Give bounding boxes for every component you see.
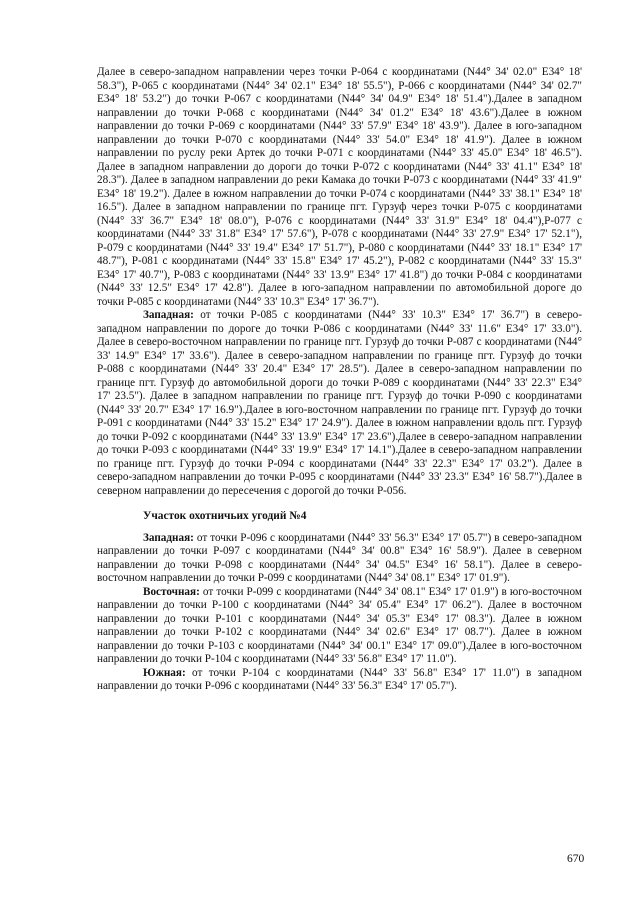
paragraph-label: Восточная:: [143, 585, 200, 598]
section-title: Участок охотничьих угодий №4: [143, 510, 307, 522]
paragraph-label: Южная:: [143, 666, 186, 679]
paragraph-label: Западная:: [143, 531, 194, 544]
paragraph-western-border: [97, 309, 582, 498]
paragraph-eastern-border-plot4: [97, 586, 582, 667]
page-number: 670: [567, 853, 585, 865]
paragraph-text: от точки Р-104 с координатами (N44° 33' 56.8" E34° 17' 11.0") в западном направлении до точки Р-096 с координатами (N44° 33' 56.3" E34° 17' 05.7").: [97, 666, 582, 692]
paragraph-label: Западная:: [143, 309, 194, 321]
paragraph-text: от точки Р-099 с координатами (N44° 34' 08.1" E34° 17' 01.9") в юго-восточном направлении до точки Р-100 с координатами (N44° 34' 05.4" E34° 17' 06.2"). Далее в восточном направлении до точки Р-101 с координатами (N44° 34' 05.3" E34° 17' 08.3"). Далее в южном направлении до точки Р-102 с координатами (N44° 34' 02.6" E34° 17' 08.7"). Далее в южном направлении до точки Р-103 с координатами (N44° 34' 00.1" E34° 17' 09.0").Далее в юго-восточном направлении до точки Р-104 с координатами (N44° 33' 56.8" E34° 17' 11.0").: [97, 585, 582, 665]
paragraph-text: от точки Р-096 с координатами (N44° 33' 56.3" E34° 17' 05.7") в северо-западном направлении до точки Р-097 с координатами (N44° 34' 00.8" E34° 16' 58.9"). Далее в северном направлении до точки Р-098 с координатами (N44° 34' 04.5" E34° 16' 58.1"). Далее в северо-восточном направлении до точки Р-099 с координатами (N44° 34' 08.1" E34° 17' 01.9").: [97, 531, 582, 584]
paragraph-southern-border-plot4: [97, 667, 582, 694]
paragraph-continuation: Далее в северо-западном направлении через точки Р-064 с координатами (N44° 34' 02.0" E34° 18' 58.3"), Р-065 с координатами (N44° 34' 02.1" E34° 18' 55.5"), Р-066 с координатами (N44° 34' 02.7" E34° 18' 53.2") до точки Р-067 с координатами (N44° 34' 04.9" E34° 18' 51.4").Далее в западном направлении до точки Р-068 с координатами (N44° 34' 01.2" E34° 18' 43.6").Далее в южном направлении до точки Р-069 с координатами (N44° 33' 57.9" E34° 18' 43.9"). Далее в юго-западном направлении до точки Р-070 с координатами (N44° 33' 54.0" E34° 18' 41.9"). Далее в южном направлении по руслу реки Артек до точки Р-071 с координатами (N44° 33' 45.0" E34° 18' 46.5"). Далее в западном направлении до дороги до точки Р-072 с координатами (N44° 33' 41.1" E34° 18' 28.3"). Далее в западном направлении до реки Камака до точки Р-073 с координатами (N44° 33' 41.9" E34° 18' 19.2"). Далее в южном направлении до точки Р-074 с координатами (N44° 33' 38.1" E34° 18' 16.5"). Далее в западном направлении по границе пгт. Гурзуф через точки Р-075 с координатами (N44° 33' 36.7" E34° 18' 08.0"), Р-076 с координатами (N44° 33' 31.9" E34° 18' 04.4"),Р-077 с координатами (N44° 33' 31.8" E34° 17' 57.6"), Р-078 с координатами (N44° 33' 27.9" E34° 17' 52.1"), Р-079 с координатами (N44° 33' 19.4" E34° 17' 51.7"), Р-080 с координатами (N44° 33' 18.1" E34° 17' 48.7"), Р-081 с координатами (N44° 33' 15.8" E34° 17' 45.2"), Р-082 с координатами (N44° 33' 15.3" E34° 17' 40.7"), Р-083 с координатами (N44° 33' 13.9" E34° 17' 41.8") до точки Р-084 с координатами (N44° 33' 12.5" E34° 17' 42.8"). Далее в юго-западном направлении по автомобильной дороге до точки Р-085 с координатами (N44° 33' 10.3" E34° 17' 36.7").: [97, 66, 582, 308]
paragraph-western-border-plot4: [97, 532, 582, 586]
document-body: [97, 66, 582, 694]
paragraph-text: от точки Р-085 с координатами (N44° 33' 10.3" E34° 17' 36.7") в северо- западном направлении по дороге до точки Р-086 с координатами (N44° 33' 11.6" E34° 17' 33.0"). Далее в северо-восточном направлении по границе пгт. Гурзуф до точки Р-087 с координатами (N44° 33' 14.9" E34° 17' 33.6"). Далее в северо-западном направлении по границе пгт. Гурзуф до точки Р-088 с координатами (N44° 33' 20.4" E34° 17' 28.5"). Далее в северо-западном направлении по границе пгт. Гурзуф до автомобильной дороги до точки Р-089 с координатами (N44° 33' 22.3" E34° 17' 23.5"). Далее в западном направлении по границе пгт. Гурзуф до точки Р-090 с координатами (N44° 33' 20.7" E34° 17' 16.9").Далее в юго-восточном направлении по границе пгт. Гурзуф до точки Р-091 с координатами (N44° 33' 15.2" E34° 17' 24.9"). Далее в южном направлении вдоль пгт. Гурзуф до точки Р-092 с координатами (N44° 33' 13.9" E34° 17' 23.6").Далее в северо-западном направлении до точки Р-093 с координатами (N44° 33' 19.9" E34° 17' 14.1").Далее в северо-западном направлении по границе пгт. Гурзуф до точки Р-094 с координатами (N44° 33' 22.3" E34° 17' 03.2"). Далее в северо-западном направлении до точки Р-095 с координатами (N44° 33' 23.3" E34° 16' 58.7").Далее в северном направлении до пересечения с дорогой до точки Р-056.: [97, 309, 582, 497]
